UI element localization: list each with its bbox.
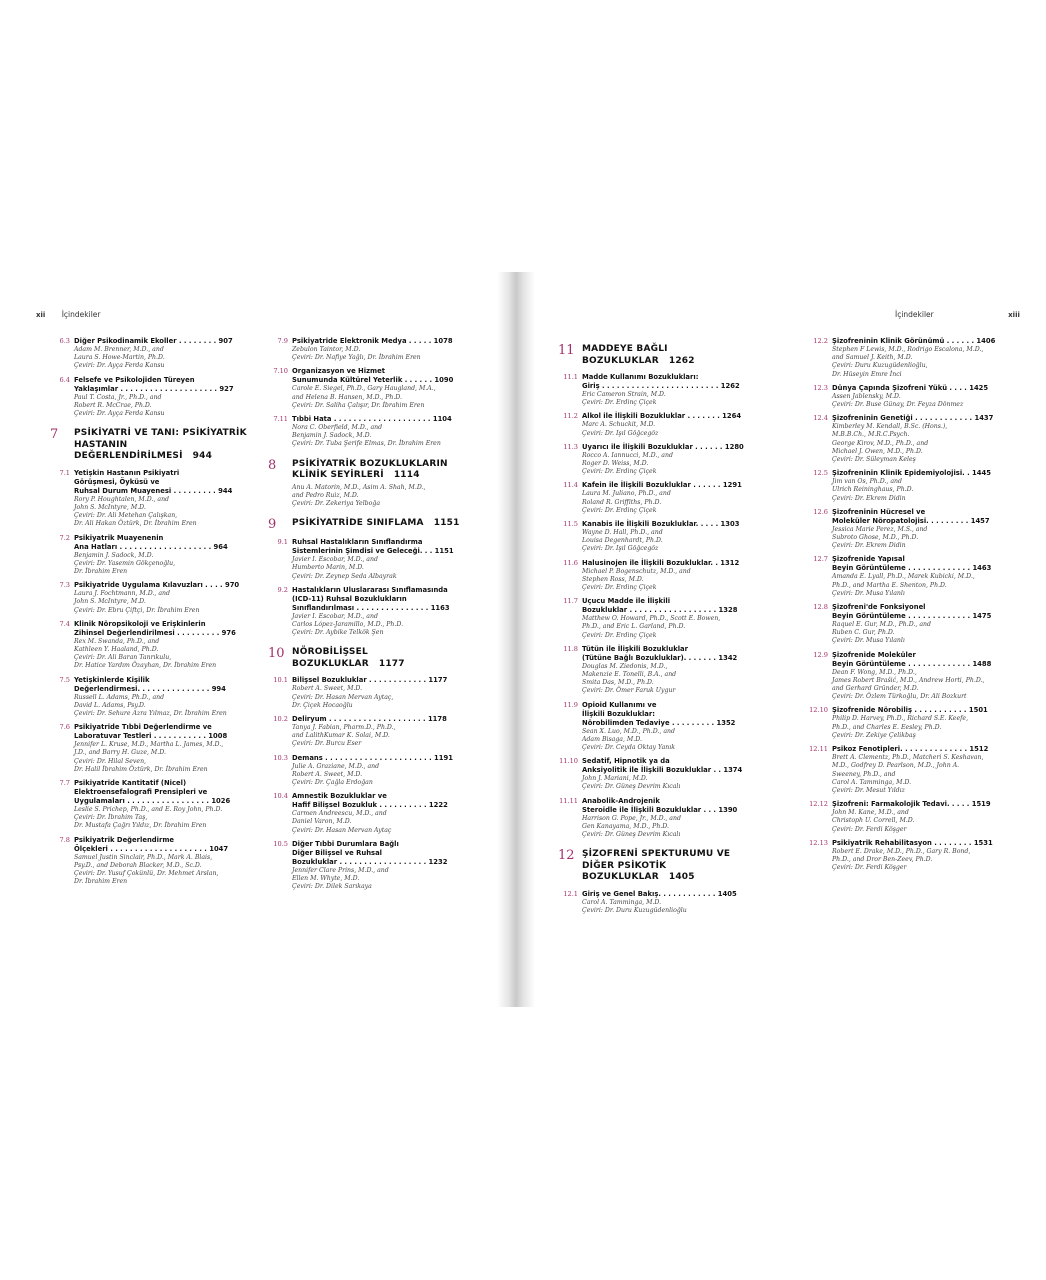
chapter-title-text: ŞİZOFRENİ SPEKTURUMU VE DİĞER PSİKOTİK BOZUKLUKLAR	[582, 849, 731, 883]
toc-entry	[268, 538, 473, 581]
entry-title: Kafein ile İlişkili Bozukluklar . . . . . . 1291	[582, 481, 742, 490]
entry-body	[582, 701, 763, 753]
toc-entry	[808, 706, 1013, 740]
entry-body	[582, 797, 763, 840]
left-running-head	[36, 310, 100, 319]
entry-title: Dünya Çapında Şizofreni Yükü . . . . 1425	[832, 383, 989, 392]
entry-authors: Jennifer Clare Prins, M.D., and Ellen M. Whyte, M.D. Çeviri: Dr. Dilek Sarıkaya	[292, 866, 389, 891]
chapter-row	[268, 518, 473, 532]
entry-authors: Rory P. Houghtalen, M.D., and John S. McIntyre, M.D. Çeviri: Dr. Ali Metehan Çalışkan, Dr. Ali Hakan Öztürk, Dr. İbrahim Eren	[74, 495, 197, 528]
entry-authors: Assen Jablensky, M.D. Çeviri: Dr. Buse Günay, Dr. Feyza Dönmez	[832, 392, 964, 409]
entry-title: Tütün ile İlişkili Bozukluklar (Tütüne Bağlı Bozukluklar). . . . . . . 1342	[582, 644, 738, 662]
entry-body	[74, 469, 255, 529]
entry-number: 12.4	[813, 414, 828, 423]
entry-number: 7.9	[277, 337, 288, 345]
chapter-title-text: PSİKİYATRİK BOZUKLUKLARIN KLİNİK SEYİRLERİ	[292, 458, 448, 481]
toc-entry	[558, 481, 763, 515]
toc-entry	[558, 890, 763, 915]
entry-authors: Wayne D. Hall, Ph.D., and Louisa Degenhardt, Ph.D. Çeviri: Dr. Işıl Göğcegöz	[582, 529, 663, 553]
entry-authors: Javier I. Escobar, M.D., and Carlos López-Jaramillo, M.D., Ph.D. Çeviri: Dr. Aybike Telkök Şen	[292, 612, 404, 637]
entry-number: 11.5	[563, 520, 578, 529]
chapter-title-text: PSİKİYATRİ VE TANI: PSİKİYATRİK HASTANIN DEĞERLENDİRİLMESİ	[74, 428, 247, 462]
entry-body	[74, 620, 255, 671]
entry-title: Organizasyon ve Hizmet Sunumunda Kültürel Yeterlik . . . . . . 1090	[292, 367, 454, 385]
entry-body	[292, 792, 473, 835]
entry-body	[74, 337, 255, 371]
chapter-row	[268, 647, 473, 670]
entry-number: 11.3	[563, 442, 578, 451]
toc-entry	[808, 384, 1013, 409]
entry-authors: Carmen Andreescu, M.D., and Daniel Varon, M.D. Çeviri: Dr. Hasan Mervan Aytaç	[292, 810, 392, 834]
entry-title: Giriş ve Genel Bakış. . . . . . . . . . . . 1405	[582, 889, 737, 898]
entry-authors: Javier I. Escobar, M.D., and Humberto Marin, M.D. Çeviri: Dr. Zeynep Seda Albayrak	[292, 556, 397, 580]
toc-entry	[50, 534, 255, 577]
entry-title: Yetişkin Hastanın Psikiyatri Görüşmesi, Öyküsü ve Ruhsal Durum Muayenesi . . . . . . . . . 944	[74, 468, 233, 495]
chapter-title	[292, 459, 473, 482]
entry-authors: Stephen F Lewis, M.D., Rodrigo Escalona, M.D., and Samuel J. Keith, M.D. Çeviri: Duru Kuzugüdenlioğlu, Dr. Hüseyin Emre İnci	[832, 346, 984, 378]
entry-authors: Leslie S. Prichep, Ph.D., and E. Roy John, Ph.D. Çeviri: Dr. İbrahim Taş, Dr. Mustafa Çağrı Yıldız, Dr. İbrahim Eren	[74, 805, 223, 830]
entry-authors: Jessica Marie Perez, M.S., and Subroto Ghose, M.D., Ph.D. Çeviri: Dr. Ekrem Didin	[832, 525, 928, 550]
left-running-head-title: İçindekiler	[61, 310, 101, 319]
entry-title: Uçucu Madde ile İlişkili Bozukluklar . . . . . . . . . . . . . . . . . . 1328	[582, 597, 738, 615]
entry-body	[582, 757, 763, 791]
entry-body	[292, 415, 473, 449]
entry-authors: Amanda E. Lyall, Ph.D., Marek Kubicki, M.D., Ph.D., and Martha E. Shenton, Ph.D. Çeviri: Dr. Musa Yılanlı	[832, 573, 975, 597]
chapter-heading	[558, 849, 763, 884]
entry-authors: Philip D. Harvey, Ph.D., Richard S.E. Keefe, Ph.D., and Charles E. Eesley, Ph.D. Çeviri: Dr. Zekiye Çelikbaş	[832, 715, 969, 739]
entry-title: Şizofreni: Farmakolojik Tedavi. . . . . 1519	[832, 800, 991, 809]
entry-authors: Laura J. Fochtmann, M.D., and John S. McIntyre, M.D. Çeviri: Dr. Ebru Çiftçi, Dr. İbrahim Eren	[74, 590, 200, 614]
entry-title: Opioid Kullanımı ve İlişkili Bozukluklar: Nörobilimden Tedaviye . . . . . . . . . 1352	[582, 700, 736, 727]
entry-title: Psikiyatrik Muayenenin Ana Hatları . . . . . . . . . . . . . . . . . . . 964	[74, 533, 228, 551]
entry-authors: Harrison G. Pope, Jr., M.D., and Gen Kanayama, M.D., Ph.D. Çeviri: Dr. Güneş Devrim Kıcalı	[582, 814, 681, 839]
entry-body	[74, 836, 255, 887]
entry-authors: Dean F. Wong, M.D., Ph.D., James Robert Brašić, M.D., Andrew Horti, Ph.D., and Gerhard Gründer, M.D. Çeviri: Dr. Özlem Türkoğlu, Dr. Ali Bozkurt	[832, 668, 985, 701]
chapter-title	[582, 344, 763, 367]
entry-authors: Brett A. Clementz, Ph.D., Matcheri S. Keshavan, M.D., Godfrey D. Pearlson, M.D., John A. Sweeney, Ph.D., and Carol A. Tamminga, M.D. Çeviri: Dr. Mesut Yıldız	[832, 754, 984, 794]
toc-entry	[808, 839, 1013, 873]
chapter-title	[582, 849, 763, 884]
toc-entry	[558, 757, 763, 791]
entry-body	[832, 555, 1013, 598]
toc-entry	[268, 586, 473, 638]
entry-number: 11.9	[563, 700, 578, 709]
entry-body	[292, 715, 473, 749]
toc-entry	[808, 800, 1013, 834]
chapter-row	[558, 849, 763, 884]
entry-title: Demans . . . . . . . . . . . . . . . . . . . . . . 1191	[292, 753, 453, 762]
entry-number: 12.3	[813, 383, 828, 392]
right-running-head-title: İçindekiler	[895, 310, 934, 319]
chapter-heading	[268, 518, 473, 532]
left-page	[30, 272, 520, 1007]
entry-title: Şizofrenide Moleküler Beyin Görüntüleme . . . . . . . . . . . . . 1488	[832, 650, 992, 668]
entry-authors: Adam M. Brenner, M.D., and Laura S. Howe-Martin, Ph.D. Çeviri: Dr. Ayça Ferda Kansu	[74, 346, 165, 370]
toc-entry	[50, 469, 255, 529]
right-running-head	[895, 310, 1020, 319]
entry-number: 7.10	[273, 367, 288, 376]
entry-body	[292, 840, 473, 892]
entry-title: Anabolik-Androjenik Steroidle ile İlişkili Bozukluklar . . . 1390	[582, 796, 738, 814]
chapter-title-text: MADDEYE BAĞLI BOZUKLUKLAR	[582, 344, 668, 366]
chapter-title	[292, 647, 473, 670]
entry-authors: Eric Cameron Strain, M.D. Çeviri: Dr. Erdinç Çiçek	[582, 391, 666, 407]
chapter-title-text: PSİKİYATRİDE SINIFLAMA	[292, 518, 424, 529]
entry-authors: Rocco A. Iannucci, M.D., and Roger D. Weiss, M.D. Çeviri: Dr. Erdinç Çiçek	[582, 451, 673, 476]
chapter-title	[292, 518, 473, 530]
entry-body	[832, 651, 1013, 702]
chapter-heading	[268, 459, 473, 509]
entry-number: 7.4	[59, 619, 70, 628]
chapter-page: 1114	[393, 470, 420, 481]
toc-entry	[50, 581, 255, 615]
toc-entry	[558, 559, 763, 593]
entry-number: 11.11	[559, 796, 578, 805]
toc-entry	[268, 792, 473, 835]
entry-title: Şizofrenide Yapısal Beyin Görüntüleme . . . . . . . . . . . . . 1463	[832, 555, 992, 573]
toc-entry	[268, 754, 473, 788]
entry-body	[832, 414, 1013, 464]
chapter-number: 12	[558, 848, 575, 864]
entry-title: Psikiyatrik Rehabilitasyon . . . . . . . . 1531	[832, 838, 993, 847]
toc-entry	[50, 676, 255, 719]
toc-entry	[268, 367, 473, 410]
entry-title: Psikoz Fenotipleri. . . . . . . . . . . . . . 1512	[832, 745, 989, 754]
entry-number: 12.1	[563, 889, 578, 898]
chapter-page: 944	[192, 451, 213, 462]
toc-entry	[50, 376, 255, 419]
right-column-1	[558, 334, 763, 920]
entry-authors: Marc A. Schuckit, M.D. Çeviri: Dr. Işıl Göğcegöz	[582, 421, 659, 437]
entry-number: 12.8	[813, 603, 828, 612]
entry-title: Şizofreninin Klinik Görünümü . . . . . . 1406	[832, 337, 996, 345]
entry-title: Psikiyatrik Değerlendirme Ölçekleri . . . . . . . . . . . . . . . . . . . . 1047	[74, 835, 229, 853]
entry-body	[582, 559, 763, 593]
entry-body	[832, 839, 1013, 873]
entry-body	[832, 469, 1013, 503]
entry-authors: Rex M. Swanda, Ph.D., and Kathleen Y. Haaland, Ph.D. Çeviri: Dr. Ali Baran Tanrıkulu, Dr. Hatice Yardım Özayhan, Dr. İbrahim Eren	[74, 637, 217, 670]
entry-number: 12.7	[813, 555, 828, 564]
entry-body	[74, 581, 255, 615]
toc-entry	[808, 469, 1013, 503]
entry-title: Bilişsel Bozukluklar . . . . . . . . . . . . 1177	[292, 676, 448, 685]
entry-title: Psikiyatride Tıbbi Değerlendirme ve Laboratuvar Testleri . . . . . . . . . . . 1008	[74, 723, 228, 741]
entry-number: 6.3	[59, 337, 70, 345]
entry-title: Hastalıkların Uluslararası Sınıflamasında (ICD-11) Ruhsal Bozuklukların Sınıflandırılması . . . . . . . . . . . . . . . 1163	[292, 585, 450, 612]
chapter-row	[558, 344, 763, 367]
toc-entry	[50, 836, 255, 887]
entry-body	[832, 603, 1013, 646]
entry-body	[582, 412, 763, 437]
chapter-title	[74, 428, 255, 463]
entry-title: Uyarıcı ile İlişkili Bozukluklar . . . . . . 1280	[582, 442, 744, 451]
entry-body	[74, 676, 255, 719]
entry-number: 7.7	[59, 778, 70, 787]
entry-authors: Carol A. Tamminga, M.D. Çeviri: Dr. Duru Kuzugüdenlioğlu	[582, 898, 687, 914]
entry-number: 10.5	[273, 839, 288, 848]
entry-title: Kanabis ile İlişkili Bozukluklar. . . . . 1303	[582, 520, 740, 529]
entry-number: 12.10	[809, 706, 828, 715]
entry-title: Yetişkinlerde Kişilik Değerlendirmesi. . . . . . . . . . . . . . . 994	[74, 675, 226, 693]
chapter-page: 1262	[668, 355, 695, 366]
toc-entry	[558, 797, 763, 840]
entry-number: 7.6	[59, 723, 70, 732]
entry-title: Şizofreninin Genetiği . . . . . . . . . . . . 1437	[832, 414, 994, 423]
left-page-number: xii	[36, 311, 46, 319]
entry-authors: Laura M. Juliano, Ph.D., and Roland R. Griffiths, Ph.D. Çeviri: Dr. Erdinç Çiçek	[582, 490, 671, 514]
toc-entry	[558, 412, 763, 437]
entry-body	[74, 723, 255, 774]
toc-entry	[808, 555, 1013, 598]
chapter-number: 8	[268, 457, 277, 473]
entry-number: 10.2	[273, 715, 288, 724]
entry-authors: Douglas M. Ziedonis, M.D., Makenzie E. Tonelli, B.A., and Smita Das, M.D., Ph.D. Çeviri: Dr. Ömer Faruk Uygur	[582, 662, 677, 695]
entry-authors: Jennifer L. Kruse, M.D., Martha L. James, M.D., J.D., and Barry H. Guze, M.D. Çeviri: Dr. Hilal Seven, Dr. Halil İbrahim Öztürk, Dr. İbrahim Eren	[74, 741, 224, 773]
entry-title: Şizofreninin Klinik Epidemiyolojisi. . 1445	[832, 469, 991, 478]
entry-number: 12.11	[809, 745, 828, 754]
entry-number: 10.3	[273, 753, 288, 762]
entry-title: Diğer Psikodinamik Ekoller . . . . . . . . 907	[74, 337, 233, 345]
entry-number: 12.13	[809, 838, 828, 847]
toc-entry	[268, 840, 473, 892]
entry-title: Şizofrenide Nörobiliş . . . . . . . . . . . 1501	[832, 706, 988, 715]
entry-number: 7.8	[59, 835, 70, 844]
entry-number: 11.6	[563, 558, 578, 567]
entry-title: Şizofreninin Hücresel ve Moleküler Nöropatolojisi. . . . . . . . . 1457	[832, 507, 990, 525]
entry-authors: Matthew O. Howard, Ph.D., Scott E. Bowen, Ph.D., and Eric L. Garland, Ph.D. Çeviri: Dr. Erdinç Çiçek	[582, 615, 721, 639]
toc-entry	[558, 443, 763, 477]
entry-body	[582, 520, 763, 554]
entry-authors: Carole E. Siegel, Ph.D., Gary Haugland, M.A., and Helena B. Hansen, M.D., Ph.D. Çeviri: Dr. Saliha Çalışır, Dr. İbrahim Eren	[292, 385, 436, 409]
entry-number: 11.4	[563, 481, 578, 490]
right-page-number: xiii	[1008, 311, 1020, 319]
entry-title: Alkol ile İlişkili Bozukluklar . . . . . . . 1264	[582, 412, 742, 421]
toc-entry	[558, 701, 763, 753]
toc-entry	[268, 415, 473, 449]
toc-entry	[558, 597, 763, 640]
chapter-page: 1177	[378, 658, 405, 669]
entry-authors: Julie A. Graziane, M.D., and Robert A. Sweet, M.D. Çeviri: Dr. Çağla Erdoğan	[292, 762, 380, 787]
entry-body	[582, 645, 763, 696]
entry-body	[832, 745, 1013, 795]
toc-entry	[268, 715, 473, 749]
toc-entry	[50, 620, 255, 671]
entry-body	[74, 779, 255, 831]
entry-body	[74, 534, 255, 577]
chapter-number: 9	[268, 517, 277, 533]
entry-title: Sedatif, Hipnotik ya da Anksiyolitik ile İlişkili Bozukluklar . . 1374	[582, 757, 743, 775]
entry-title: Psikiyatride Kantitatif (Nicel) Elektroensefalografi Prensipleri ve Uygulamaları . . . . . . . . . . . . . . . . . 1026	[74, 778, 231, 805]
entry-authors: Nora C. Oberfield, M.D., and Benjamin J. Sadock, M.D. Çeviri: Dr. Tuba Şerife Elmas, Dr. İbrahim Eren	[292, 424, 441, 448]
entry-number: 12.12	[809, 800, 828, 809]
entry-number: 11.10	[559, 757, 578, 766]
entry-number: 11.8	[563, 644, 578, 653]
entry-authors: Robert E. Drake, M.D., Ph.D., Gary R. Bond, Ph.D., and Dror Ben-Zeev, Ph.D. Çeviri: Dr. Ferdi Köşger	[832, 847, 971, 872]
chapter-number: 10	[268, 646, 285, 662]
chapter-title-text: NÖROBİLİŞSEL BOZUKLUKLAR	[292, 647, 369, 669]
left-column-1	[50, 334, 255, 891]
chapter-row	[50, 428, 255, 463]
toc-entry	[558, 520, 763, 554]
entry-number: 9.2	[277, 585, 288, 594]
entry-title: Diğer Tıbbi Durumlara Bağlı Diğer Bilişsel ve Ruhsal Bozukluklar . . . . . . . . . . . . . . . . . . 1232	[292, 839, 448, 866]
entry-authors: Jim van Os, Ph.D., and Ulrich Reininghaus, Ph.D. Çeviri: Dr. Ekrem Didin	[832, 478, 914, 502]
entry-title: Psikiyatride Elektronik Medya . . . . . 1078	[292, 337, 453, 345]
entry-body	[832, 706, 1013, 740]
entry-authors: Zebulon Taintor, M.D. Çeviri: Dr. Nafiye Yağlı, Dr. İbrahim Eren	[292, 346, 421, 362]
entry-authors: Raquel E. Gur, M.D., Ph.D., and Ruben C. Gur, Ph.D. Çeviri: Dr. Musa Yılanlı	[832, 621, 931, 645]
chapter-row	[268, 459, 473, 482]
toc-entry	[268, 337, 473, 362]
entry-title: Şizofreni'de Fonksiyonel Beyin Görüntüleme . . . . . . . . . . . . . 1475	[832, 603, 992, 621]
entry-body	[582, 373, 763, 407]
entry-body	[832, 384, 1013, 409]
entry-title: Halusinojen ile İlişkili Bozukluklar. . 1312	[582, 558, 740, 567]
right-page	[530, 272, 1020, 1007]
right-column-2	[808, 334, 1013, 877]
entry-number: 7.5	[59, 675, 70, 684]
entry-authors: Russell L. Adams, Ph.D., and David L. Adams, Psy.D. Çeviri: Dr. Sehure Azra Yılmaz, Dr. İbrahim Eren	[74, 693, 227, 717]
entry-title: Psikiyatride Uygulama Kılavuzları . . . . 970	[74, 581, 240, 590]
entry-authors: Benjamin J. Sadock, M.D. Çeviri: Dr. Yasemin Gökçenoğlu, Dr. İbrahim Eren	[74, 551, 176, 575]
entry-number: 7.3	[59, 581, 70, 590]
left-column-2	[268, 334, 473, 897]
entry-body	[582, 481, 763, 515]
toc-entry	[558, 373, 763, 407]
entry-authors: Michael P. Bogenschutz, M.D., and Stephen Ross, M.D. Çeviri: Dr. Erdinç Çiçek	[582, 567, 691, 592]
toc-entry	[808, 651, 1013, 702]
entry-body	[582, 443, 763, 477]
entry-body	[292, 367, 473, 410]
chapter-heading	[268, 647, 473, 670]
entry-body	[292, 538, 473, 581]
entry-body	[74, 376, 255, 419]
entry-title: Klinik Nöropsikoloji ve Erişkinlerin Zihinsel Değerlendirilmesi . . . . . . . . . 976	[74, 619, 236, 637]
entry-number: 11.7	[563, 597, 578, 606]
entry-body	[832, 337, 1013, 379]
entry-authors: Samuel Justin Sinclair, Ph.D., Mark A. Blais, Psy.D., and Deborah Blacker, M.D., Sc.D. Çeviri: Dr. Yusuf Çokünlü, Dr. Mehmet Arslan, Dr. İbrahim Eren	[74, 853, 219, 886]
entry-number: 12.9	[813, 650, 828, 659]
entry-number: 7.2	[59, 533, 70, 542]
chapter-number: 7	[50, 427, 59, 443]
entry-number: 12.2	[813, 337, 828, 345]
entry-body	[292, 337, 473, 362]
entry-body	[582, 890, 763, 915]
entry-number: 9.1	[277, 538, 288, 547]
entry-number: 12.5	[813, 469, 828, 478]
chapter-heading	[558, 344, 763, 367]
chapter-number: 11	[558, 343, 575, 358]
entry-authors: Robert A. Sweet, M.D. Çeviri: Dr. Hasan Mervan Aytaç, Dr. Çiçek Hocaoğlu	[292, 685, 394, 709]
entry-authors: Sean X. Luo, M.D., Ph.D., and Adam Bisaga, M.D. Çeviri: Dr. Ceyda Oktay Yanık	[582, 727, 676, 752]
entry-number: 10.4	[273, 792, 288, 801]
toc-entry	[50, 723, 255, 774]
toc-entry	[808, 337, 1013, 379]
entry-title: Felsefe ve Psikolojiden Türeyen Yaklaşımlar . . . . . . . . . . . . . . . . . . . . 927	[74, 375, 234, 393]
entry-number: 7.11	[273, 415, 288, 424]
toc-entry	[808, 414, 1013, 464]
toc-entry	[808, 508, 1013, 551]
entry-title: Ruhsal Hastalıkların Sınıflandırma Sistemlerinin Şimdisi ve Geleceği. . . 1151	[292, 538, 454, 556]
entry-authors: John M. Kane, M.D., and Christoph U. Correll, M.D. Çeviri: Dr. Ferdi Köşger	[832, 809, 915, 833]
toc-entry	[808, 745, 1013, 795]
entry-body	[292, 586, 473, 638]
toc-entry	[558, 645, 763, 696]
entry-body	[832, 800, 1013, 834]
entry-title: Deliryum . . . . . . . . . . . . . . . . . . . . 1178	[292, 715, 447, 724]
entry-number: 11.2	[563, 412, 578, 421]
entry-body	[832, 508, 1013, 551]
entry-authors: Kimberley M. Kendall, B.Sc. (Hons.), M.B.B.Ch., M.R.C.Psych. George Kirov, M.D., Ph.D., and Michael J. Owen, M.D., Ph.D. Çeviri: Dr. Süleyman Keleş	[832, 423, 948, 464]
entry-number: 10.1	[273, 676, 288, 685]
entry-body	[582, 597, 763, 640]
entry-title: Tıbbi Hata . . . . . . . . . . . . . . . . . . . . 1104	[292, 415, 452, 424]
chapter-page: 1405	[668, 872, 695, 883]
chapter-authors: Anu A. Matorin, M.D., Asim A. Shah, M.D., and Pedro Ruiz, M.D. Çeviri: Dr. Zekeriya Yelboğa	[292, 483, 426, 508]
entry-authors: Tanya J. Fabian, Pharm.D., Ph.D., and LalithKumar K. Solai, M.D. Çeviri: Dr. Burcu Eser	[292, 724, 396, 748]
entry-body	[292, 676, 473, 710]
toc-entry	[268, 676, 473, 710]
entry-authors: John J. Mariani, M.D. Çeviri: Dr. Güneş Devrim Kıcalı	[582, 775, 681, 791]
chapter-heading	[50, 428, 255, 463]
entry-title: Madde Kullanımı Bozuklukları: Giriş . . . . . . . . . . . . . . . . . . . . . . . . 1262	[582, 373, 740, 390]
chapter-page: 1151	[433, 518, 460, 529]
entry-number: 6.4	[59, 375, 70, 384]
toc-entry	[50, 779, 255, 831]
entry-number: 11.1	[563, 373, 578, 381]
toc-entry	[50, 337, 255, 371]
toc-entry	[808, 603, 1013, 646]
entry-number: 7.1	[59, 468, 70, 477]
entry-authors: Paul T. Costa, Jr., Ph.D., and Robert R. McCrae, Ph.D. Çeviri: Dr. Ayça Ferda Kansu	[74, 393, 165, 418]
entry-number: 12.6	[813, 507, 828, 516]
entry-body	[292, 754, 473, 788]
entry-title: Amnestik Bozukluklar ve Hafif Bilişsel Bozukluk . . . . . . . . . . 1222	[292, 792, 448, 810]
